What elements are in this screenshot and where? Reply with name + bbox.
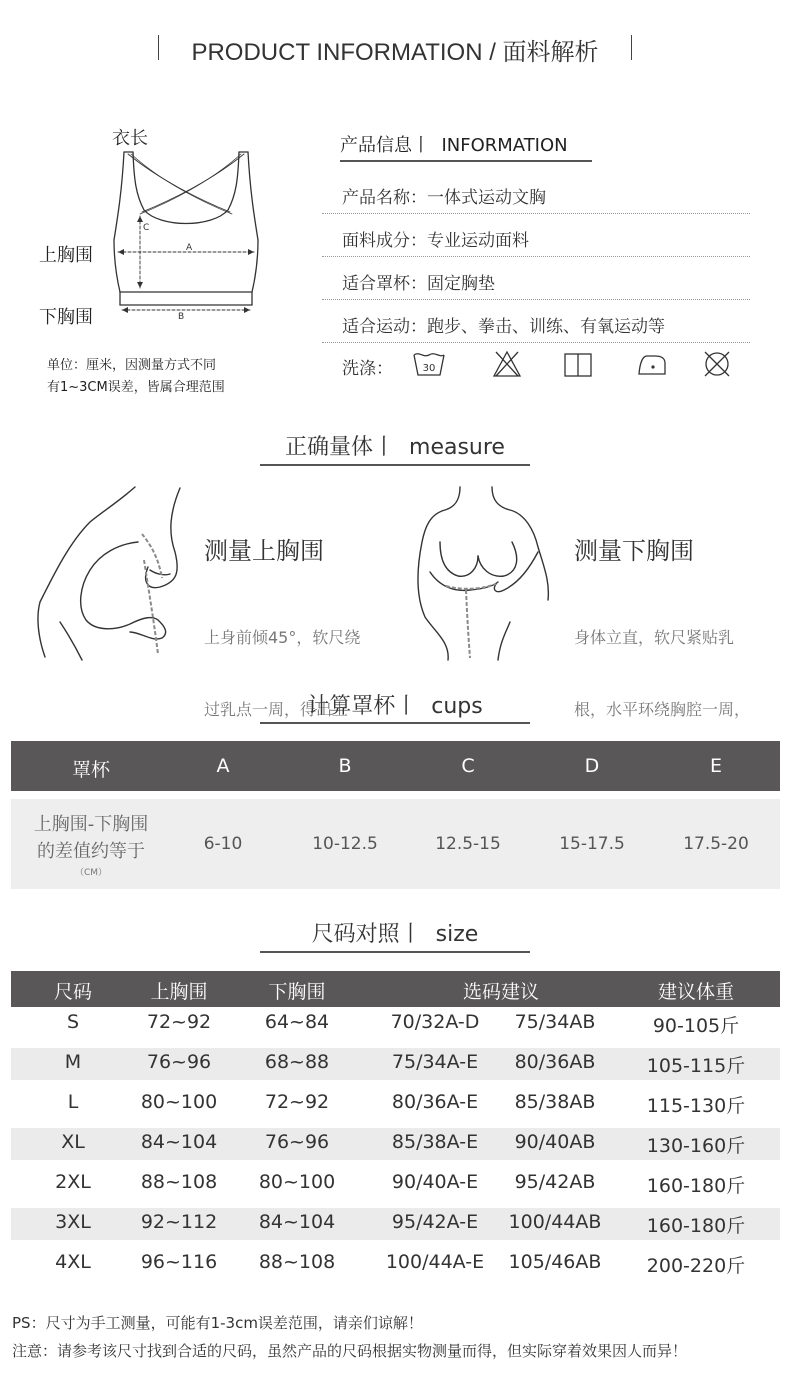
upper-bust-cell: 88~108 xyxy=(140,1171,218,1193)
wash-temp: 30 xyxy=(422,363,436,374)
info-product-name: 产品名称：一体式运动文胸 xyxy=(342,188,546,208)
suggest-cell: 100/44AB xyxy=(508,1211,602,1233)
section-underline xyxy=(260,951,530,953)
suggest-cell: 95/42AB xyxy=(514,1171,596,1193)
weight-cell: 115-130斤 xyxy=(646,1095,746,1117)
upper-bust-cell: 72~92 xyxy=(146,1011,212,1033)
size-row xyxy=(11,1048,780,1080)
suggest-cell: 75/34A-E xyxy=(391,1051,479,1073)
cup-table-header xyxy=(11,741,780,791)
measure-under-desc-line: 身体立直，软尺紧贴乳 xyxy=(574,628,735,647)
marker-c: C xyxy=(143,223,150,233)
weight-cell: 90-105斤 xyxy=(652,1015,740,1037)
cup-header-cell: C xyxy=(461,755,475,777)
measure-under-title: 测量下胸围 xyxy=(574,537,694,565)
info-heading: 产品信息丨 INFORMATION xyxy=(340,135,568,156)
size-row xyxy=(11,1128,780,1160)
size-cell: 2XL xyxy=(55,1171,91,1193)
size-header-under: 下胸围 xyxy=(268,981,326,1003)
cup-table-row xyxy=(11,799,780,889)
unit-note-line: 有1~3CM误差，皆属合理范围 xyxy=(47,380,225,395)
weight-cell: 160-180斤 xyxy=(646,1175,746,1197)
under-bust-cell: 64~84 xyxy=(264,1011,330,1033)
info-sports: 适合运动：跑步、拳击、训练、有氧运动等 xyxy=(342,317,665,337)
size-row xyxy=(11,1168,780,1200)
size-table-header xyxy=(11,971,780,1007)
measure-upper-desc-line: 上身前倾45°，软尺绕 xyxy=(204,628,361,647)
suggest-cell: 70/32A-D xyxy=(390,1011,480,1033)
wash-30-icon xyxy=(412,349,446,379)
suggest-cell: 100/44A-E xyxy=(385,1251,485,1273)
size-cell: S xyxy=(66,1011,80,1033)
suggest-cell: 85/38AB xyxy=(514,1091,596,1113)
suggest-cell: 95/42A-E xyxy=(391,1211,479,1233)
cup-header-cell: A xyxy=(216,755,230,777)
sports-bra-diagram xyxy=(100,140,280,320)
cup-value: 10-12.5 xyxy=(312,834,378,854)
under-bust-cell: 88~108 xyxy=(258,1251,336,1273)
upper-bust-cell: 84~104 xyxy=(140,1131,218,1153)
cup-value: 15-17.5 xyxy=(559,834,625,854)
weight-cell: 160-180斤 xyxy=(646,1215,746,1237)
suggest-cell: 90/40AB xyxy=(514,1131,596,1153)
upper-bust-cell: 92~112 xyxy=(140,1211,218,1233)
size-row xyxy=(11,1248,780,1280)
suggest-cell: 80/36AB xyxy=(514,1051,596,1073)
cup-value: 17.5-20 xyxy=(683,834,749,854)
section-underline xyxy=(260,464,530,466)
suggest-cell: 85/38A-E xyxy=(391,1131,479,1153)
suggest-cell: 80/36A-E xyxy=(391,1091,479,1113)
section-title-size: 尺码对照丨 size xyxy=(311,922,479,947)
no-bleach-icon xyxy=(491,349,523,379)
size-row xyxy=(11,1008,780,1040)
cup-header-cell: E xyxy=(709,755,722,777)
section-title-measure: 正确量体丨 measure xyxy=(285,435,505,460)
measure-upper-desc-line: 过乳点一周，得出上 xyxy=(204,700,349,719)
length-label: 衣长 xyxy=(112,128,148,149)
cup-row-label-line: 上胸围-下胸围 xyxy=(33,814,149,835)
upper-bust-illustration xyxy=(30,482,195,662)
size-cell: M xyxy=(64,1051,82,1073)
upper-bust-cell: 80~100 xyxy=(140,1091,218,1113)
dotted-divider xyxy=(322,342,750,343)
size-header-weight: 建议体重 xyxy=(657,981,734,1003)
footer-ps: PS：尺寸为手工测量，可能有1-3cm误差范围，请亲们谅解！ xyxy=(12,1314,423,1332)
info-fabric: 面料成分：专业运动面料 xyxy=(342,231,529,251)
size-cell: XL xyxy=(61,1131,85,1153)
info-cup: 适合罩杯：固定胸垫 xyxy=(342,274,495,294)
under-bust-cell: 80~100 xyxy=(258,1171,336,1193)
dotted-divider xyxy=(322,213,750,214)
cup-header-cell: B xyxy=(338,755,352,777)
dry-flat-icon xyxy=(562,349,594,379)
size-cell: 3XL xyxy=(55,1211,91,1233)
under-bust-label: 下胸围 xyxy=(39,307,93,328)
dotted-divider xyxy=(322,299,750,300)
cup-row-label xyxy=(11,811,171,865)
suggest-cell: 90/40A-E xyxy=(391,1171,479,1193)
page-title: PRODUCT INFORMATION / 面料解析 xyxy=(191,39,599,66)
measure-under-desc-line: 根，水平环绕胸腔一周， xyxy=(574,700,751,719)
marker-b: B xyxy=(178,312,185,320)
upper-bust-cell: 76~96 xyxy=(146,1051,212,1073)
cup-row-label-line: 的差值约等于 xyxy=(37,841,145,862)
weight-cell: 200-220斤 xyxy=(646,1255,746,1277)
cup-header-cell: 罩杯 xyxy=(71,759,110,781)
weight-cell: 130-160斤 xyxy=(646,1135,746,1157)
upper-bust-label: 上胸围 xyxy=(39,245,93,266)
under-bust-cell: 72~92 xyxy=(264,1091,330,1113)
size-header-upper: 上胸围 xyxy=(150,981,208,1003)
size-header-suggest: 选码建议 xyxy=(462,981,539,1003)
info-heading-underline xyxy=(340,160,592,162)
dotted-divider xyxy=(322,256,750,257)
iron-low-icon xyxy=(636,349,668,379)
under-bust-illustration xyxy=(400,482,560,662)
unit-note xyxy=(47,355,225,399)
marker-a: A xyxy=(186,243,193,253)
upper-bust-cell: 96~116 xyxy=(140,1251,218,1273)
cup-value: 12.5-15 xyxy=(435,834,501,854)
size-row xyxy=(11,1208,780,1240)
cup-unit: （CM） xyxy=(74,868,108,878)
under-bust-cell: 68~88 xyxy=(264,1051,330,1073)
unit-note-line: 单位：厘米，因测量方式不同 xyxy=(47,358,217,373)
weight-cell: 105-115斤 xyxy=(646,1055,746,1077)
no-dry-clean-icon xyxy=(701,349,733,379)
footer-note: 注意：请参考该尺寸找到合适的尺码，虽然产品的尺码根据实物测量而得，但实际穿着效果因人而异！ xyxy=(12,1342,688,1360)
measure-upper-title: 测量上胸围 xyxy=(204,537,324,565)
suggest-cell: 105/46AB xyxy=(508,1251,602,1273)
size-header-size: 尺码 xyxy=(53,981,92,1003)
size-cell: 4XL xyxy=(55,1251,91,1273)
cup-header-cell: D xyxy=(584,755,600,777)
section-title-cups: 计算罩杯丨 cups xyxy=(307,694,483,719)
under-bust-cell: 76~96 xyxy=(264,1131,330,1153)
wash-label: 洗涤： xyxy=(342,359,393,379)
size-row xyxy=(11,1088,780,1120)
section-underline xyxy=(260,722,530,724)
suggest-cell: 75/34AB xyxy=(514,1011,596,1033)
size-cell: L xyxy=(67,1091,79,1113)
under-bust-cell: 84~104 xyxy=(258,1211,336,1233)
cup-value: 6-10 xyxy=(203,834,243,854)
